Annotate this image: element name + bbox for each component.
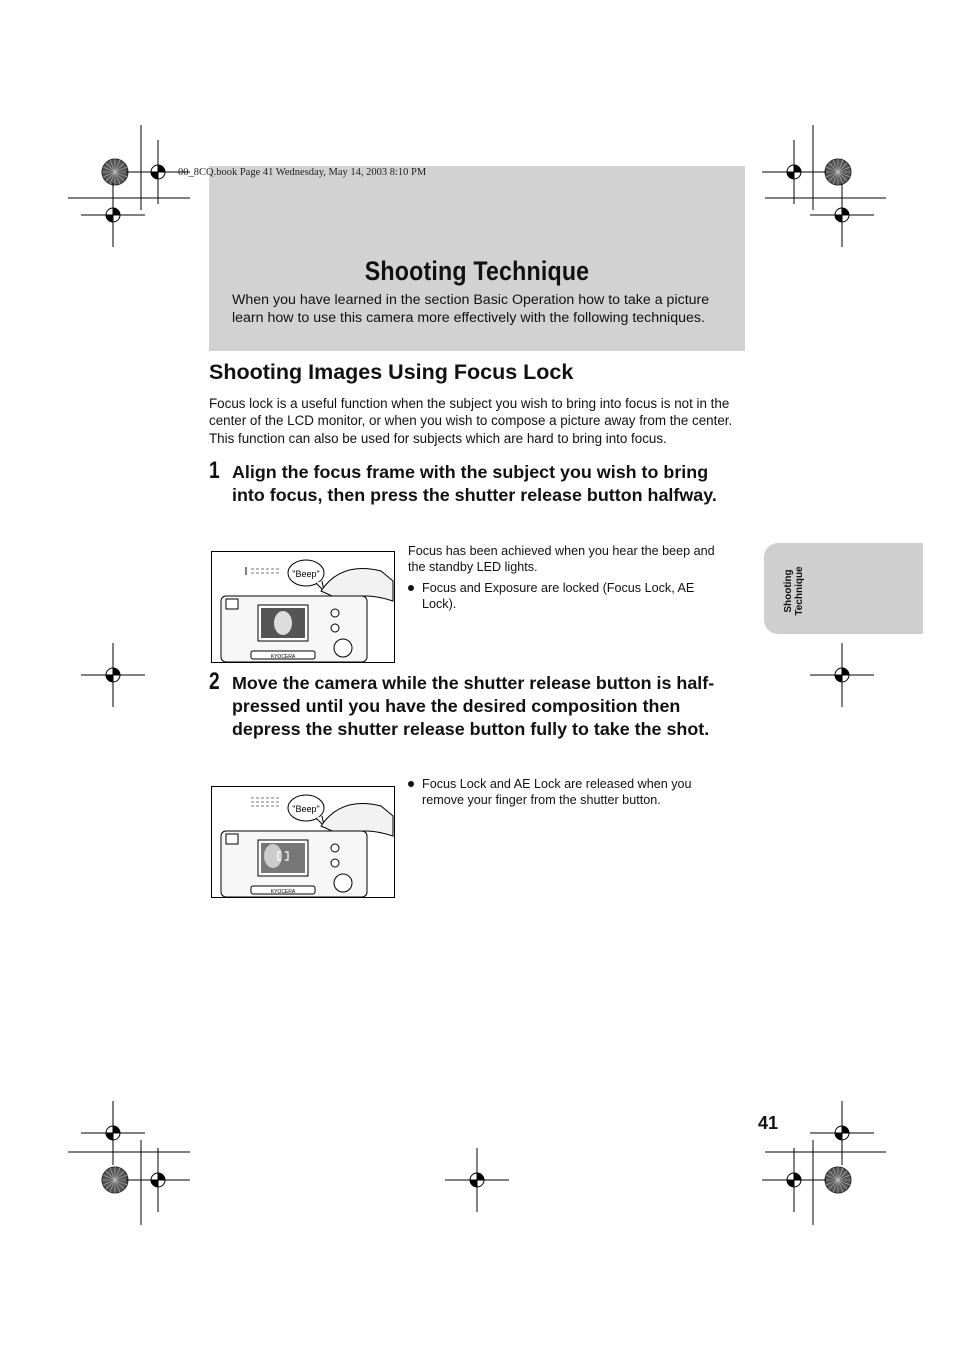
step-2-bullet-icon (408, 781, 414, 787)
brand-label-2: KYOCERA (270, 889, 296, 895)
section-intro: Focus lock is a useful function when the subject you wish to bring into focus is not in the center of the LCD monitor, or when you wish to compose a picture away from the center. This function can also be used for subjects which are hard to bring into focus. (209, 396, 733, 446)
step-2-number: 2 (209, 668, 220, 695)
step-1-bullet-text: Focus and Exposure are locked (Focus Lock, AE Lock). (422, 581, 695, 612)
section-title: Shooting Images Using Focus Lock (209, 360, 574, 384)
beep-label-2: "Beep" (292, 804, 320, 814)
beep-label-1: "Beep" (292, 569, 320, 579)
step-1-camera-illustration (211, 551, 395, 663)
step-2-bullet-text: Focus Lock and AE Lock are released when you remove your finger from the shutter button. (422, 777, 692, 808)
chapter-intro: When you have learned in the section Basic Operation how to take a picture learn how to use this camera more effectively with the following techniques. (232, 292, 710, 326)
step-1-number: 1 (209, 457, 220, 484)
step-1-text: Align the focus frame with the subject you wish to bring into focus, then press the shutter release button halfway. (232, 462, 717, 505)
brand-label-1: KYOCERA (270, 654, 296, 660)
step-1-bullet-icon (408, 585, 414, 591)
step-2-text: Move the camera while the shutter release button is half-pressed until you have the desired composition then depress the shutter release button fully to take the shot. (232, 673, 715, 739)
chapter-title: Shooting Technique (364, 256, 590, 286)
side-tab-label: Shooting Technique (783, 566, 805, 616)
step-1-note: Focus has been achieved when you hear the beep and the standby LED lights. (408, 544, 715, 575)
book-meta: 00_8CQ.book Page 41 Wednesday, May 14, 2003 8:10 PM (178, 167, 427, 178)
page-number: 41 (758, 1113, 779, 1133)
step-2-camera-illustration (211, 786, 395, 898)
